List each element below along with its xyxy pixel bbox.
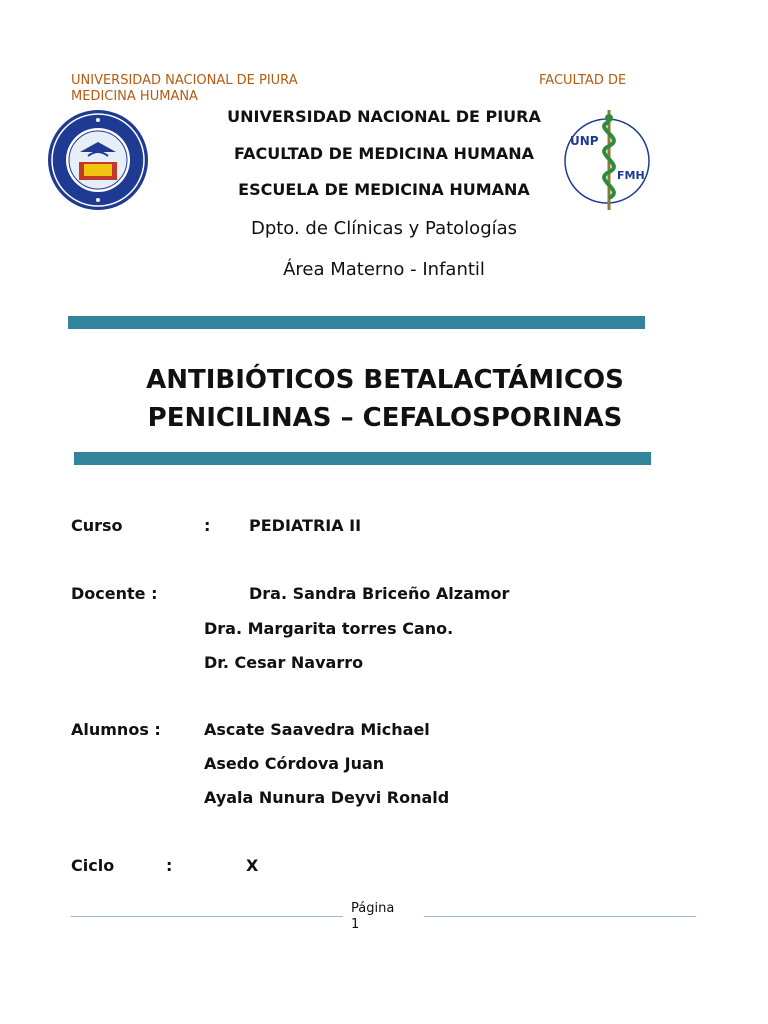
curso-value: PEDIATRIA II bbox=[249, 516, 362, 535]
footer-rule-right bbox=[424, 916, 696, 917]
area-name: Área Materno - Infantil bbox=[283, 259, 485, 280]
docente-2: Dra. Margarita torres Cano. bbox=[204, 619, 454, 638]
ciclo-label: Ciclo bbox=[71, 856, 115, 875]
university-seal-logo bbox=[46, 108, 150, 212]
docente-label: Docente : bbox=[71, 584, 158, 603]
document-title-line1: ANTIBIÓTICOS BETALACTÁMICOS bbox=[146, 365, 624, 395]
university-name: UNIVERSIDAD NACIONAL DE PIURA bbox=[227, 107, 541, 126]
alumno-3: Ayala Nunura Deyvi Ronald bbox=[204, 788, 450, 807]
footer-page-number: 1 bbox=[351, 917, 360, 932]
school-name: ESCUELA DE MEDICINA HUMANA bbox=[238, 180, 530, 199]
department-name: Dpto. de Clínicas y Patologías bbox=[250, 218, 518, 239]
header-left-line2: MEDICINA HUMANA bbox=[71, 89, 198, 104]
document-title-line2: PENICILINAS – CEFALOSPORINAS bbox=[147, 403, 623, 433]
curso-separator: : bbox=[204, 516, 211, 535]
alumno-1: Ascate Saavedra Michael bbox=[204, 720, 430, 739]
accent-bar-bottom bbox=[74, 452, 651, 465]
ciclo-value: X bbox=[246, 856, 259, 875]
ciclo-separator: : bbox=[166, 856, 173, 875]
docente-1: Dra. Sandra Briceño Alzamor bbox=[249, 584, 510, 603]
footer-page-word: Página bbox=[351, 901, 395, 916]
header-left-line1: UNIVERSIDAD NACIONAL DE PIURA bbox=[71, 73, 298, 88]
faculty-name: FACULTAD DE MEDICINA HUMANA bbox=[233, 144, 535, 163]
curso-label: Curso bbox=[71, 516, 123, 535]
docente-3: Dr. Cesar Navarro bbox=[204, 653, 364, 672]
alumnos-label: Alumnos : bbox=[71, 720, 161, 739]
footer-rule-left bbox=[71, 916, 343, 917]
logo-fmh-text: FMH bbox=[617, 169, 645, 182]
logo-unp-text: UNP bbox=[570, 134, 599, 148]
header-right: FACULTAD DE bbox=[539, 73, 627, 88]
alumno-2: Asedo Córdova Juan bbox=[204, 754, 385, 773]
accent-bar-top bbox=[68, 316, 645, 329]
